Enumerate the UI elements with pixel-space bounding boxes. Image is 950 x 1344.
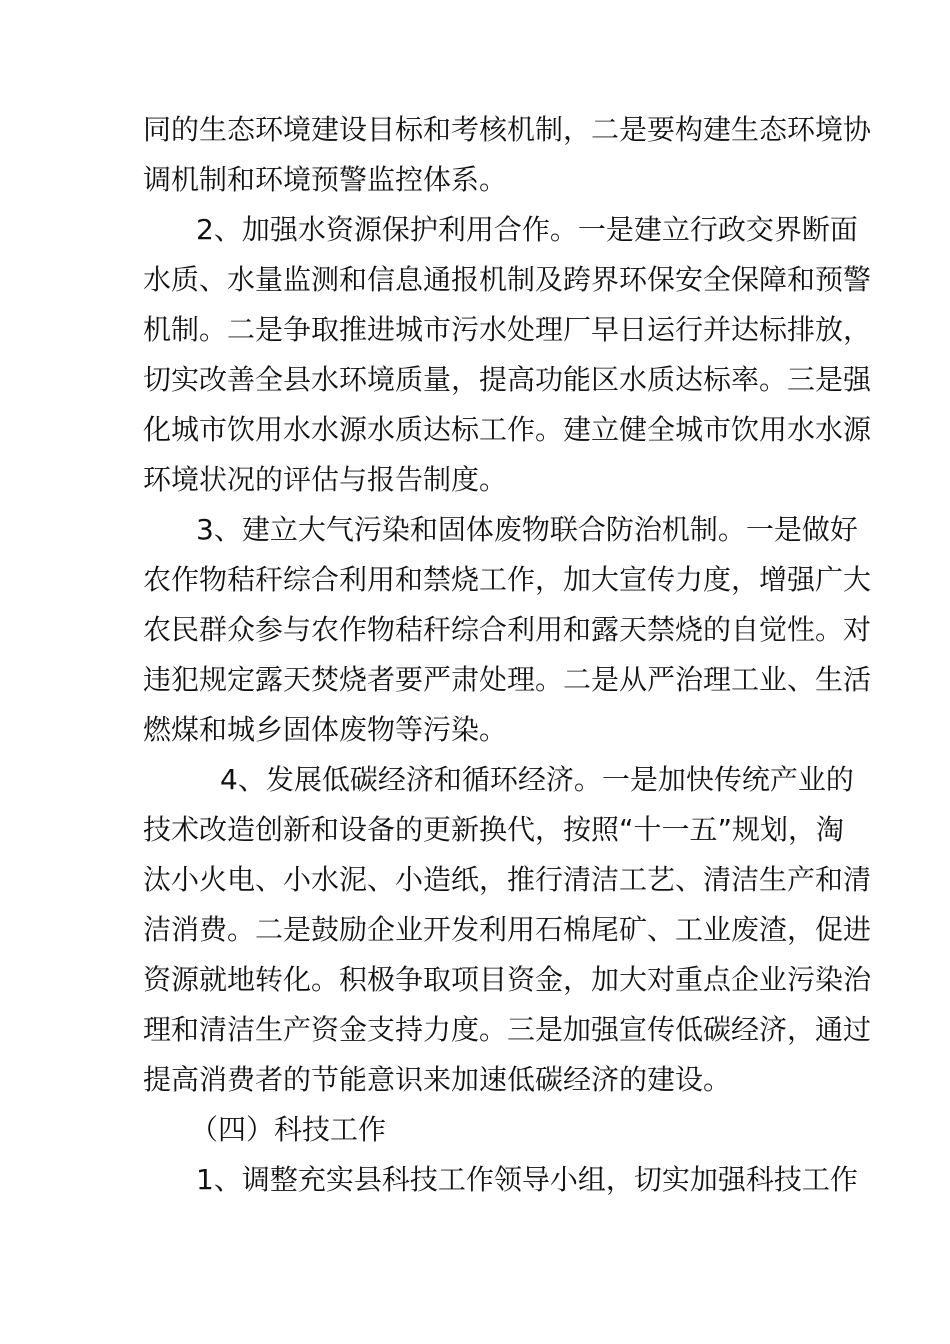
paragraph-line: 洁消费。二是鼓励企业开发利用石棉尾矿、工业废渣，促进 (143, 913, 872, 946)
paragraph-line: 技术改造创新和设备的更新换代，按照“十一五”规划，淘 (143, 813, 845, 846)
paragraph-line: 提高消费者的节能意识来加速低碳经济的建设。 (143, 1063, 732, 1096)
paragraph-line: 调机制和环境预警监控体系。 (143, 163, 508, 196)
section-heading-line: 1、调整充实县科技工作领导小组，切实加强科技工作 (196, 1163, 858, 1196)
paragraph-line: 农民群众参与农作物秸秆综合利用和露天禁烧的自觉性。对 (143, 613, 872, 646)
paragraph-line: 违犯规定露天焚烧者要严肃处理。二是从严治理工业、生活 (143, 663, 872, 696)
paragraph-line: 同的生态环境建设目标和考核机制，二是要构建生态环境协 (143, 113, 872, 146)
paragraph-line: 汰小火电、小水泥、小造纸，推行清洁工艺、清洁生产和清 (143, 863, 872, 896)
paragraph-line: 资源就地转化。积极争取项目资金，加大对重点企业污染治 (143, 963, 872, 996)
paragraph-line: 切实改善全县水环境质量，提高功能区水质达标率。三是强 (143, 363, 872, 396)
paragraph-line: 理和清洁生产资金支持力度。三是加强宣传低碳经济，通过 (143, 1013, 872, 1046)
section-heading-line: 3、建立大气污染和固体废物联合防治机制。一是做好 (196, 513, 858, 546)
paragraph-line: 机制。二是争取推进城市污水处理厂早日运行并达标排放， (143, 313, 872, 346)
paragraph-line: 环境状况的评估与报告制度。 (143, 463, 508, 496)
section-heading-line: 2、加强水资源保护利用合作。一是建立行政交界断面 (196, 213, 858, 246)
paragraph-line: 燃煤和城乡固体废物等污染。 (143, 713, 508, 746)
paragraph-line: 农作物秸秆综合利用和禁烧工作，加大宣传力度，增强广大 (143, 563, 872, 596)
section-heading-line: 4、发展低碳经济和循环经济。一是加快传统产业的 (220, 763, 854, 796)
section-title: （四）科技工作 (190, 1113, 387, 1146)
paragraph-line: 水质、水量监测和信息通报机制及跨界环保安全保障和预警 (143, 263, 872, 296)
paragraph-line: 化城市饮用水水源水质达标工作。建立健全城市饮用水水源 (143, 413, 872, 446)
